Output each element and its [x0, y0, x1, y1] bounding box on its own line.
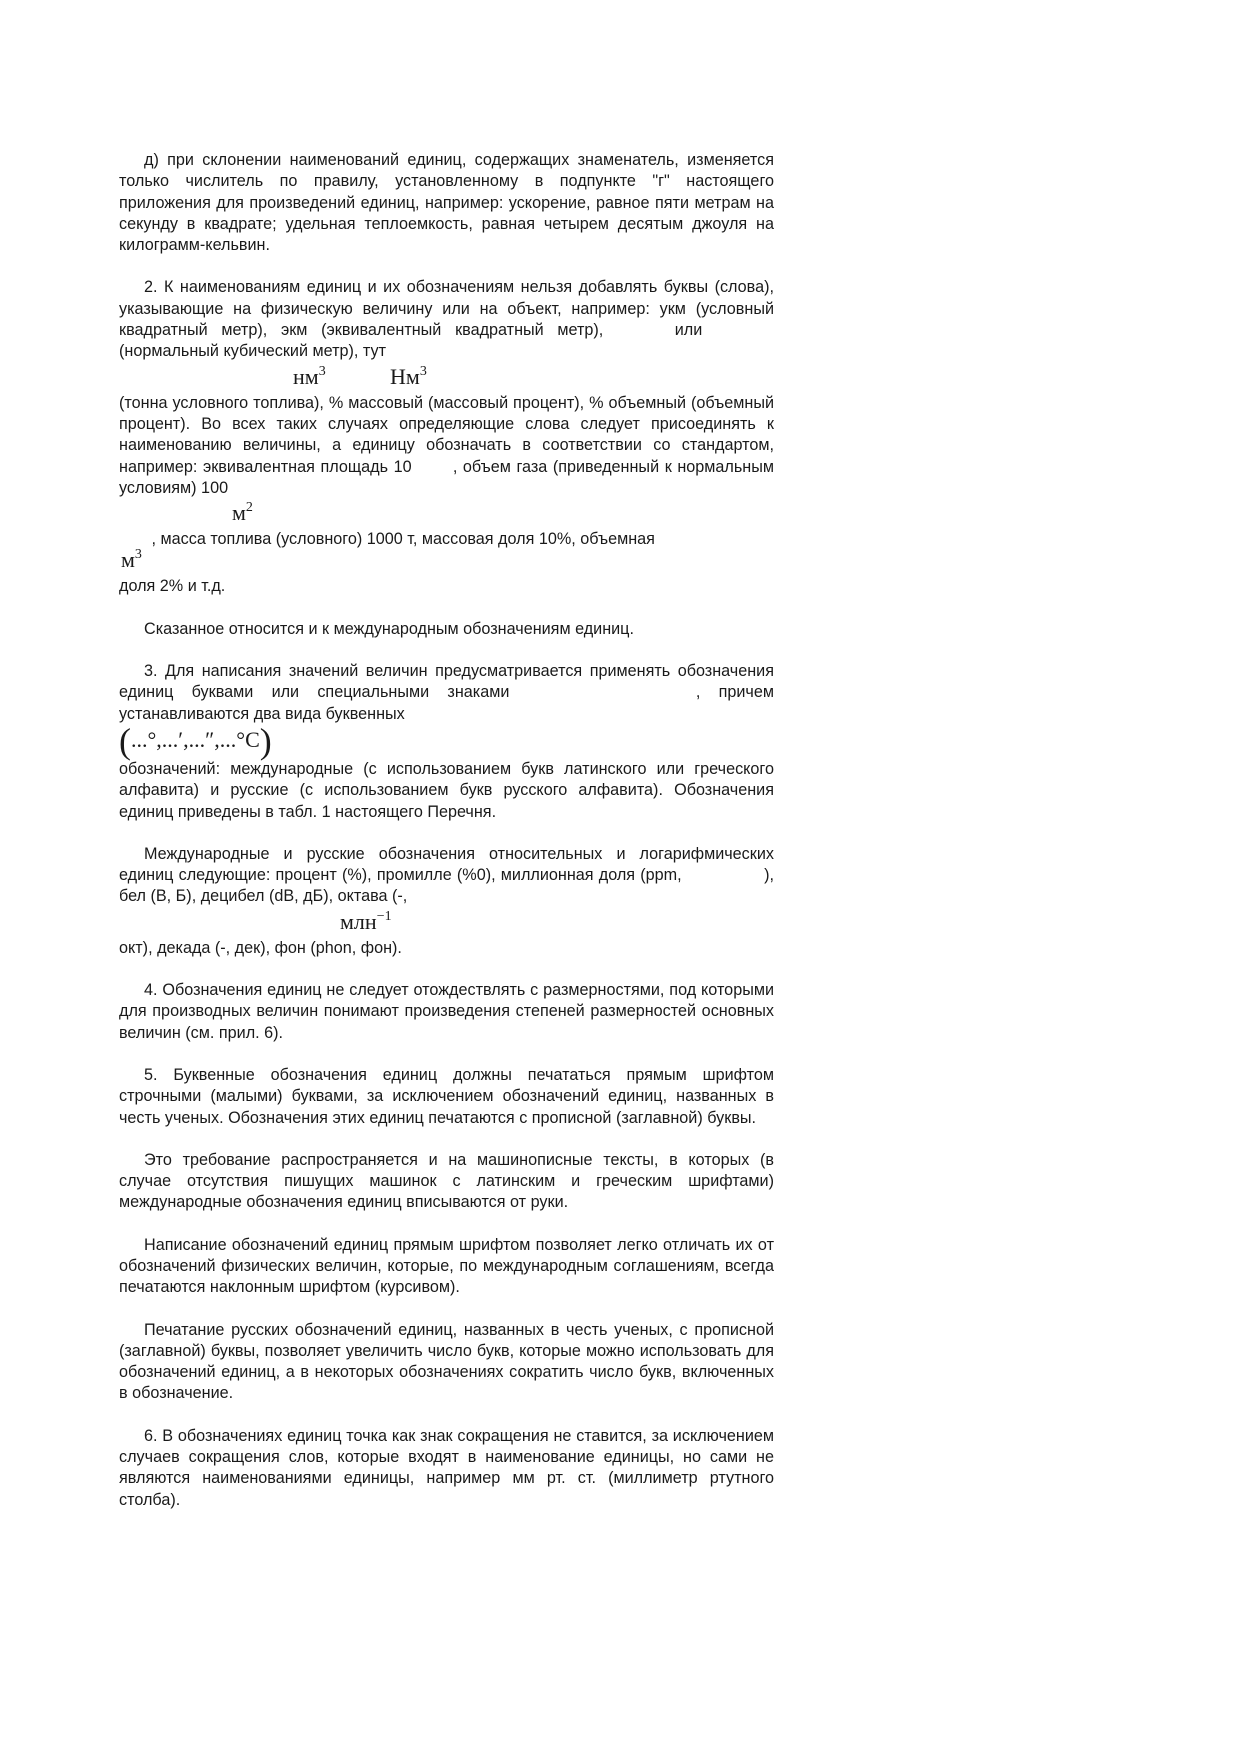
paragraph-typewritten: Это требование распространяется и на машинописные тексты, в которых (в случае отсутствия пишущих машинок с латинским и греческим шрифтами) международные обозначения единиц вписываются от руки.	[119, 1150, 774, 1212]
text-segment: , объем газа (приведенный к нормальным условиям) 100	[119, 457, 775, 497]
paragraph-no-dot: 6. В обозначениях единиц точка как знак сокращения не ставится, за исключением случаев сокращения слов, которые входят в наименование единицы, но сами не являются наименованиями единицы, например мм рт. ст. (миллиметр ртутного столба).	[119, 1426, 774, 1509]
formula-m3: $м^3$	[121, 547, 142, 573]
text-segment: , причем устанавливаются два вида буквенных	[119, 683, 774, 723]
formula-row	[119, 547, 774, 576]
formula-row	[119, 908, 774, 938]
paragraph-unit-names	[119, 277, 774, 597]
text-segment: окт), декада (-, дек), фон (phon, фон).	[119, 938, 402, 957]
text-segment: или	[674, 321, 703, 340]
text-segment: 2. К наименованиям единиц и их обозначениям нельзя добавлять буквы (слова), указывающие на физическую величину или на объект, например: укм (условный квадратный метр), экм (эквивалентный квадратный метр),	[119, 278, 774, 340]
formula-row	[119, 720, 774, 761]
formula-row	[119, 363, 774, 393]
formula-special-signs: (...°,...′,...″,...°С)	[119, 720, 272, 761]
formula-nm3: $нм^3$	[293, 363, 326, 389]
text-segment: ), бел (В, Б), децибел (dB, дБ), октава (-,	[119, 866, 774, 906]
document-page	[119, 150, 774, 1532]
formula-m2: $м^2$	[232, 500, 253, 526]
text-segment: доля 2% и т.д.	[119, 577, 226, 596]
paragraph-declension: д) при склонении наименований единиц, содержащих знаменатель, изменяется только числитель по правилу, установленному в подпункте "г" настоящего приложения для произведений единиц, например: ускорение, равное пяти метрам на секунду в квадрате; удельная теплоемкость, равная четырем десятым джоуля на килограмм-кельвин.	[119, 151, 774, 255]
text-segment: Международные и русские обозначения относительных и логарифмических единиц следующие: процент (%), промилле (%0), миллионная доля (ppm,	[119, 844, 774, 885]
formula-Nm3: $Нм^3$	[390, 363, 427, 389]
paragraph-distinguish: Написание обозначений единиц прямым шрифтом позволяет легко отличать их от обозначений физических величин, которые, по международным соглашениям, всегда печатаются наклонным шрифтом (курсивом).	[119, 1235, 774, 1297]
text-segment: 3. Для написания значений величин предусматривается применять обозначения единиц буквами или специальными знаками	[119, 662, 774, 702]
paragraph-upright-font: 5. Буквенные обозначения единиц должны печататься прямым шрифтом строчными (малыми) буквами, за исключением обозначений единиц, названных в честь ученых. Обозначения этих единиц печатаются с прописной (заглавной) буквы.	[119, 1065, 774, 1127]
formula-row	[119, 499, 774, 529]
formula-mln-minus1: млн$^{-1}$	[340, 908, 392, 934]
paragraph-dimensions: 4. Обозначения единиц не следует отождествлять с размерностями, под которыми для производных величин понимают произведения степеней размерностей основных величин (см. прил. 6).	[119, 981, 774, 1042]
text-segment: , масса топлива (условного) 1000 т, массовая доля 10%, объемная	[151, 530, 655, 549]
paragraph-letter-designations	[119, 661, 774, 823]
paragraph-international: Сказанное относится и к международным обозначениям единиц.	[144, 619, 634, 638]
text-segment: (нормальный кубический метр), тут	[119, 342, 387, 361]
paragraph-relative-units	[119, 844, 774, 959]
paragraph-capital-letters: Печатание русских обозначений единиц, названных в честь ученых, с прописной (заглавной) буквы, позволяет увеличить число букв, которые можно использовать для обозначений единиц, а в некоторых обозначениях сократить число букв, включенных в обозначение.	[119, 1320, 774, 1403]
text-segment: обозначений: международные (с использованием букв латинского или греческого алфавита) и русские (с использованием букв русского алфавита). Обозначения единиц приведены в табл. 1 настоящего Перечня.	[119, 759, 774, 821]
text-segment: (тонна условного топлива), % массовый (массовый процент), % объемный (объемный процент). Во всех таких случаях определяющие слова следует присоединять к наименованию величины, а единицу обозначать в соответствии со стандартом, например: эквивалентная площадь 10	[119, 393, 774, 476]
